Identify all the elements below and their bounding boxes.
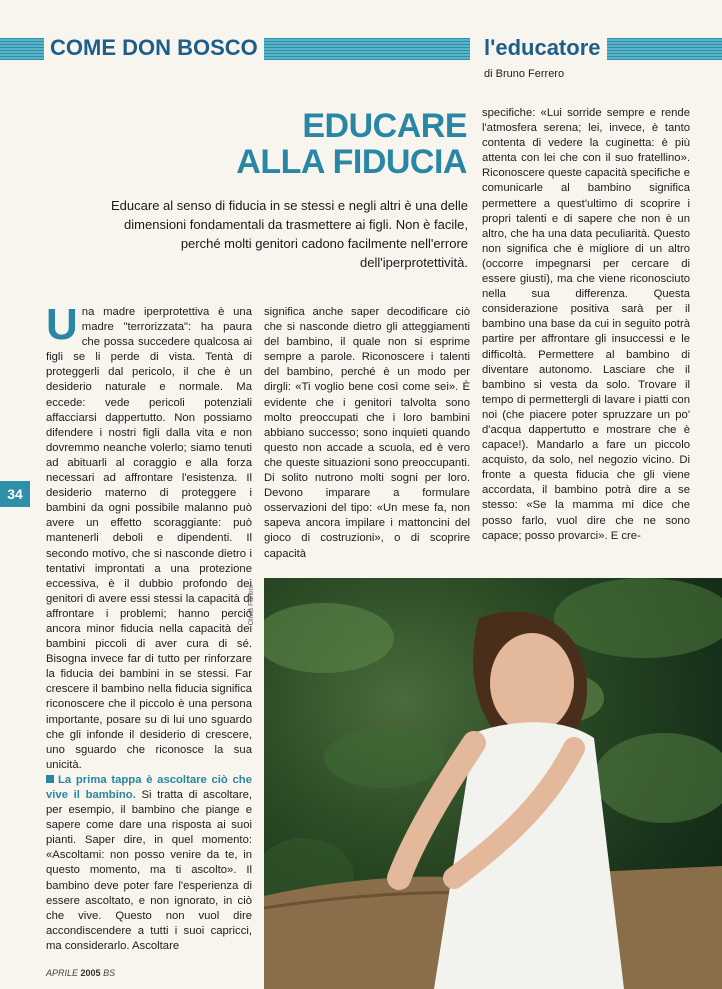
photo-girl-on-log [264, 578, 722, 989]
column-2-text: significa anche saper decodificare ciò che si nasconde dietro gli atteggiamenti del bambino, il quale non si esprime sempre a parole. Riconoscere i talenti del bambino, perché è un modo per dirgli: «Ti voglio bene così come sei». È evidente che i genitori talvolta sono molto preoccupati che i loro bambini abbiano successo; sono inquieti quando questo non accade a scuola, ed è vero che queste situazioni sono preoccupanti. Di solito nutrono molti sogni per loro. Devono imparare a formulare osservazioni del tipo: «Un mese fa, non sapeva ancora impilare i mattoncini del gioco di costruzioni», o di scoprire capacità [264, 306, 470, 560]
footer-year: 2005 [80, 968, 101, 978]
title-line-1: EDUCARE [302, 107, 467, 145]
footer-month: APRILE [46, 968, 79, 978]
body-column-1 [46, 300, 253, 954]
column-3-text: specifiche: «Lui sorride sempre e rende l'atmosfera serena; lei, invece, è tanto contenta di vedere la cuginetta: è più attenta con lei che con il suo fratellino». Riconoscere queste capacità specifiche e comunicarle al bambino significa permettere a quest'ultimo di scoprire i propri talenti e di sapere che non è un altro, che ha una data peculiarità. Questo non significa che è migliore di un altro (occorre impegnarsi per cercare di essere giusti), ma che viene riconosciuto nella sua differenza. Questa considerazione positiva sarà per il bambino una base da cui in seguito potrà partire per affrontare gli insuccessi e le difficoltà. Permettere al bambino di diventare autonomo. Lasciare che il bambino si vesta da solo. Trovare il tempo di permettergli di lavare i piatti con noi (che piacere poter spruzzare un po' d'acqua dappertutto e mostrare che è capace!). Mandarlo a fare un piccolo acquisto, da solo, nel negozio vicino. Di fronte a questa fiducia che gli viene accordata, il bambino potrà dire a se stesso: «Se la mamma mi dice che posso farlo, vuol dire che ne sono capace; posso provarci». E cre- [482, 107, 690, 542]
footer-issue [46, 968, 115, 978]
photo-credit: Olivia Fantini [248, 585, 255, 626]
body-column-3 [482, 106, 690, 544]
paragraph-intro [46, 300, 252, 773]
square-bullet-icon [46, 775, 54, 783]
lead-paragraph: Educare al senso di fiducia in se stessi e negli altri è una delle dimensioni fondamentali da trasmettere ai figli. Non è facile, perché molti genitori cadono facilmente nell'errore dell'iperprotettività. [111, 198, 468, 270]
face [490, 633, 574, 733]
article-title [236, 108, 467, 180]
page-number: 34 [0, 481, 30, 507]
section-label-right: l'educatore [478, 34, 607, 62]
subsection-text: Si tratta di ascoltare, per esempio, il bambino che piange e sapere come dare una risposta ai suoi pianti. Saper dire, in quel momento: «Ascoltami: non posso venire da te, in questo momento, ma ti ascolto». Il bambino deve poter fare l'esperienza di essere ascoltato, e non ignorato, in ciò che vive. Questo non vuol dire accondiscendere a tutti i suoi capricci, ma considerarlo. Ascoltare [46, 789, 253, 952]
drop-cap: U [46, 300, 78, 349]
paragraph-intro-text: na madre iperprotettiva è una madre "terrorizzata": ha paura che possa succedere qualcosa ai figli se li perde di vista. Tentà di proteggerli dal pericolo, il che è un desiderio naturale e normale. Ma eccede: vede pericoli potenziali affacciarsi dappertutto. Non possiamo difendere i nostri figli dalla vita e non dovremmo neanche volerlo; siamo tenuti ad abituarli al coraggio e alla forza necessari ad affrontare l'esistenza. Il desiderio materno di proteggere i bambini da ogni possibile malanno può avere un effetto scoraggiante: può mantenerli deboli e dipendenti. Il secondo motivo, che si nasconde dietro i tentativi improntati a una protezione eccessiva, è il dubbio profondo dei genitori di avere essi stessi la capacità di affrontare i problemi; hanno perciò ancora minor fiducia nella capacità dei bambini piccoli di aver cura di sé. Bisogna invece far di tutto per rinforzare la fiducia dei bambini in se stessi. Far crescere il bambino nella fiducia significa riconoscere che il piccolo è una persona importante, posare su di lui uno sguardo che gli infonde il desiderio di crescere, uno sguardo che riconosce la sua unicità. [46, 306, 252, 771]
paragraph-subsection [46, 773, 252, 954]
body-column-2 [264, 305, 470, 562]
title-line-2: ALLA FIDUCIA [236, 143, 467, 181]
section-label-left: COME DON BOSCO [44, 34, 264, 62]
footer-suffix: BS [103, 968, 116, 978]
byline: di Bruno Ferrero [484, 68, 565, 80]
subhead-text: La prima tappa è ascoltare ciò che vive il bambino. [46, 773, 252, 801]
photo-illustration [264, 578, 722, 989]
